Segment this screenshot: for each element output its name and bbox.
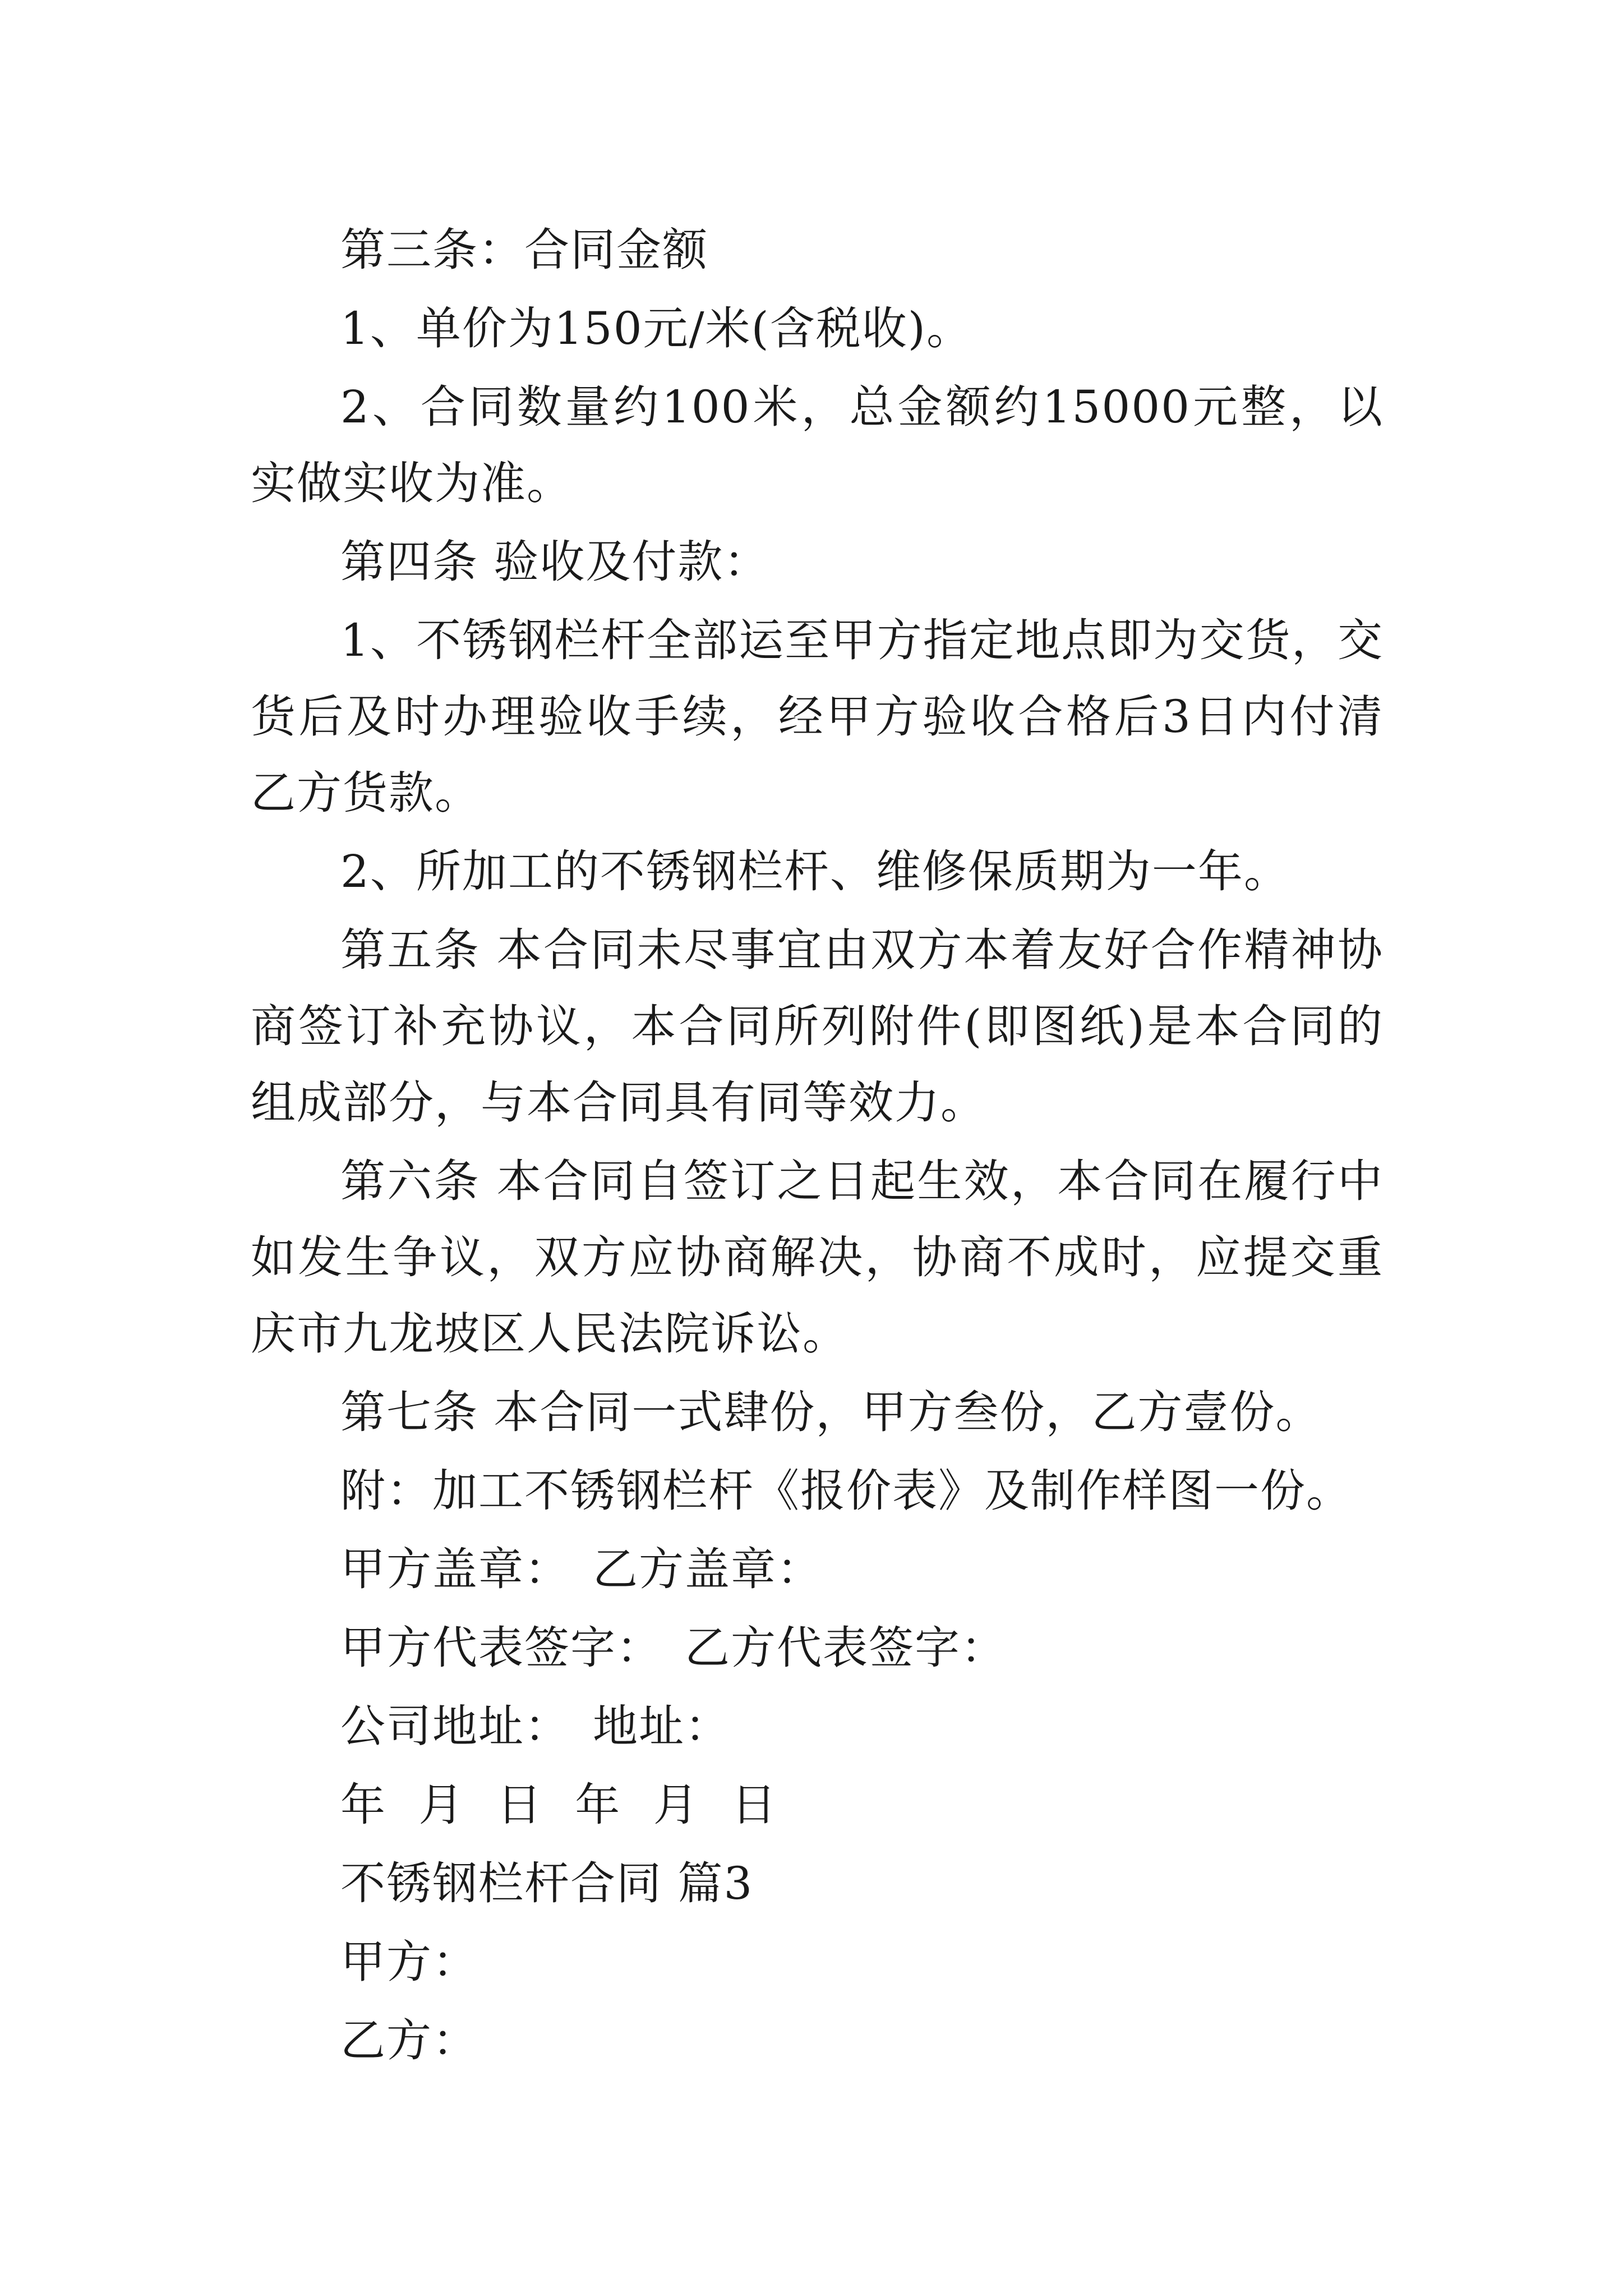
- attachment-note: 附：加工不锈钢栏杆《报价表》及制作样图一份。: [340, 1465, 1352, 1517]
- party-b-address-label: 地址：: [593, 1700, 731, 1752]
- address-line: [251, 1688, 1384, 1765]
- representative-line: [251, 1610, 1384, 1686]
- article7: 第七条 本合同一式肆份，甲方叁份，乙方壹份。: [340, 1386, 1322, 1438]
- seal-line: [251, 1531, 1384, 1608]
- party-b-date: 年 月 日: [575, 1779, 778, 1831]
- article3-item1: 1、单价为150元/米(含税收)。: [340, 302, 972, 355]
- party-b-seal-label: 乙方盖章：: [593, 1543, 823, 1595]
- article6: 第六条 本合同自签订之日起生效，本合同在履行中如发生争议，双方应协商解决，协商不成时，应提交重庆市九龙坡区人民法院诉讼。: [251, 1155, 1384, 1360]
- article4-heading: 第四条 验收及付款：: [340, 536, 770, 588]
- next-contract-party-a: 甲方：: [340, 1936, 478, 1988]
- article5: 第五条 本合同未尽事宜由双方本着友好合作精神协商签订补充协议，本合同所列附件(即图纸)是本合同的组成部分，与本合同具有同等效力。: [251, 924, 1384, 1129]
- article4-item2: 2、所加工的不锈钢栏杆、维修保质期为一年。: [340, 845, 1290, 898]
- date-line: [251, 1767, 1384, 1843]
- party-a-seal-label: 甲方盖章：: [340, 1543, 570, 1595]
- article3-heading: 第三条：合同金额: [340, 224, 708, 276]
- article3-item2: 2、合同数量约100米，总金额约15000元整，以实做实收为准。: [251, 381, 1384, 509]
- party-a-rep-label: 甲方代表签字：: [340, 1622, 662, 1674]
- article4-item1: 1、不锈钢栏杆全部运至甲方指定地点即为交货，交货后及时办理验收手续，经甲方验收合格后3日内付清乙方货款。: [251, 614, 1384, 819]
- party-a-address-label: 公司地址：: [340, 1700, 570, 1752]
- document-body: [251, 212, 1384, 2081]
- party-a-date: 年 月 日: [340, 1779, 543, 1831]
- next-contract-party-b: 乙方：: [340, 2014, 478, 2067]
- party-b-rep-label: 乙方代表签字：: [685, 1622, 1007, 1674]
- next-contract-title: 不锈钢栏杆合同 篇3: [340, 1857, 754, 1910]
